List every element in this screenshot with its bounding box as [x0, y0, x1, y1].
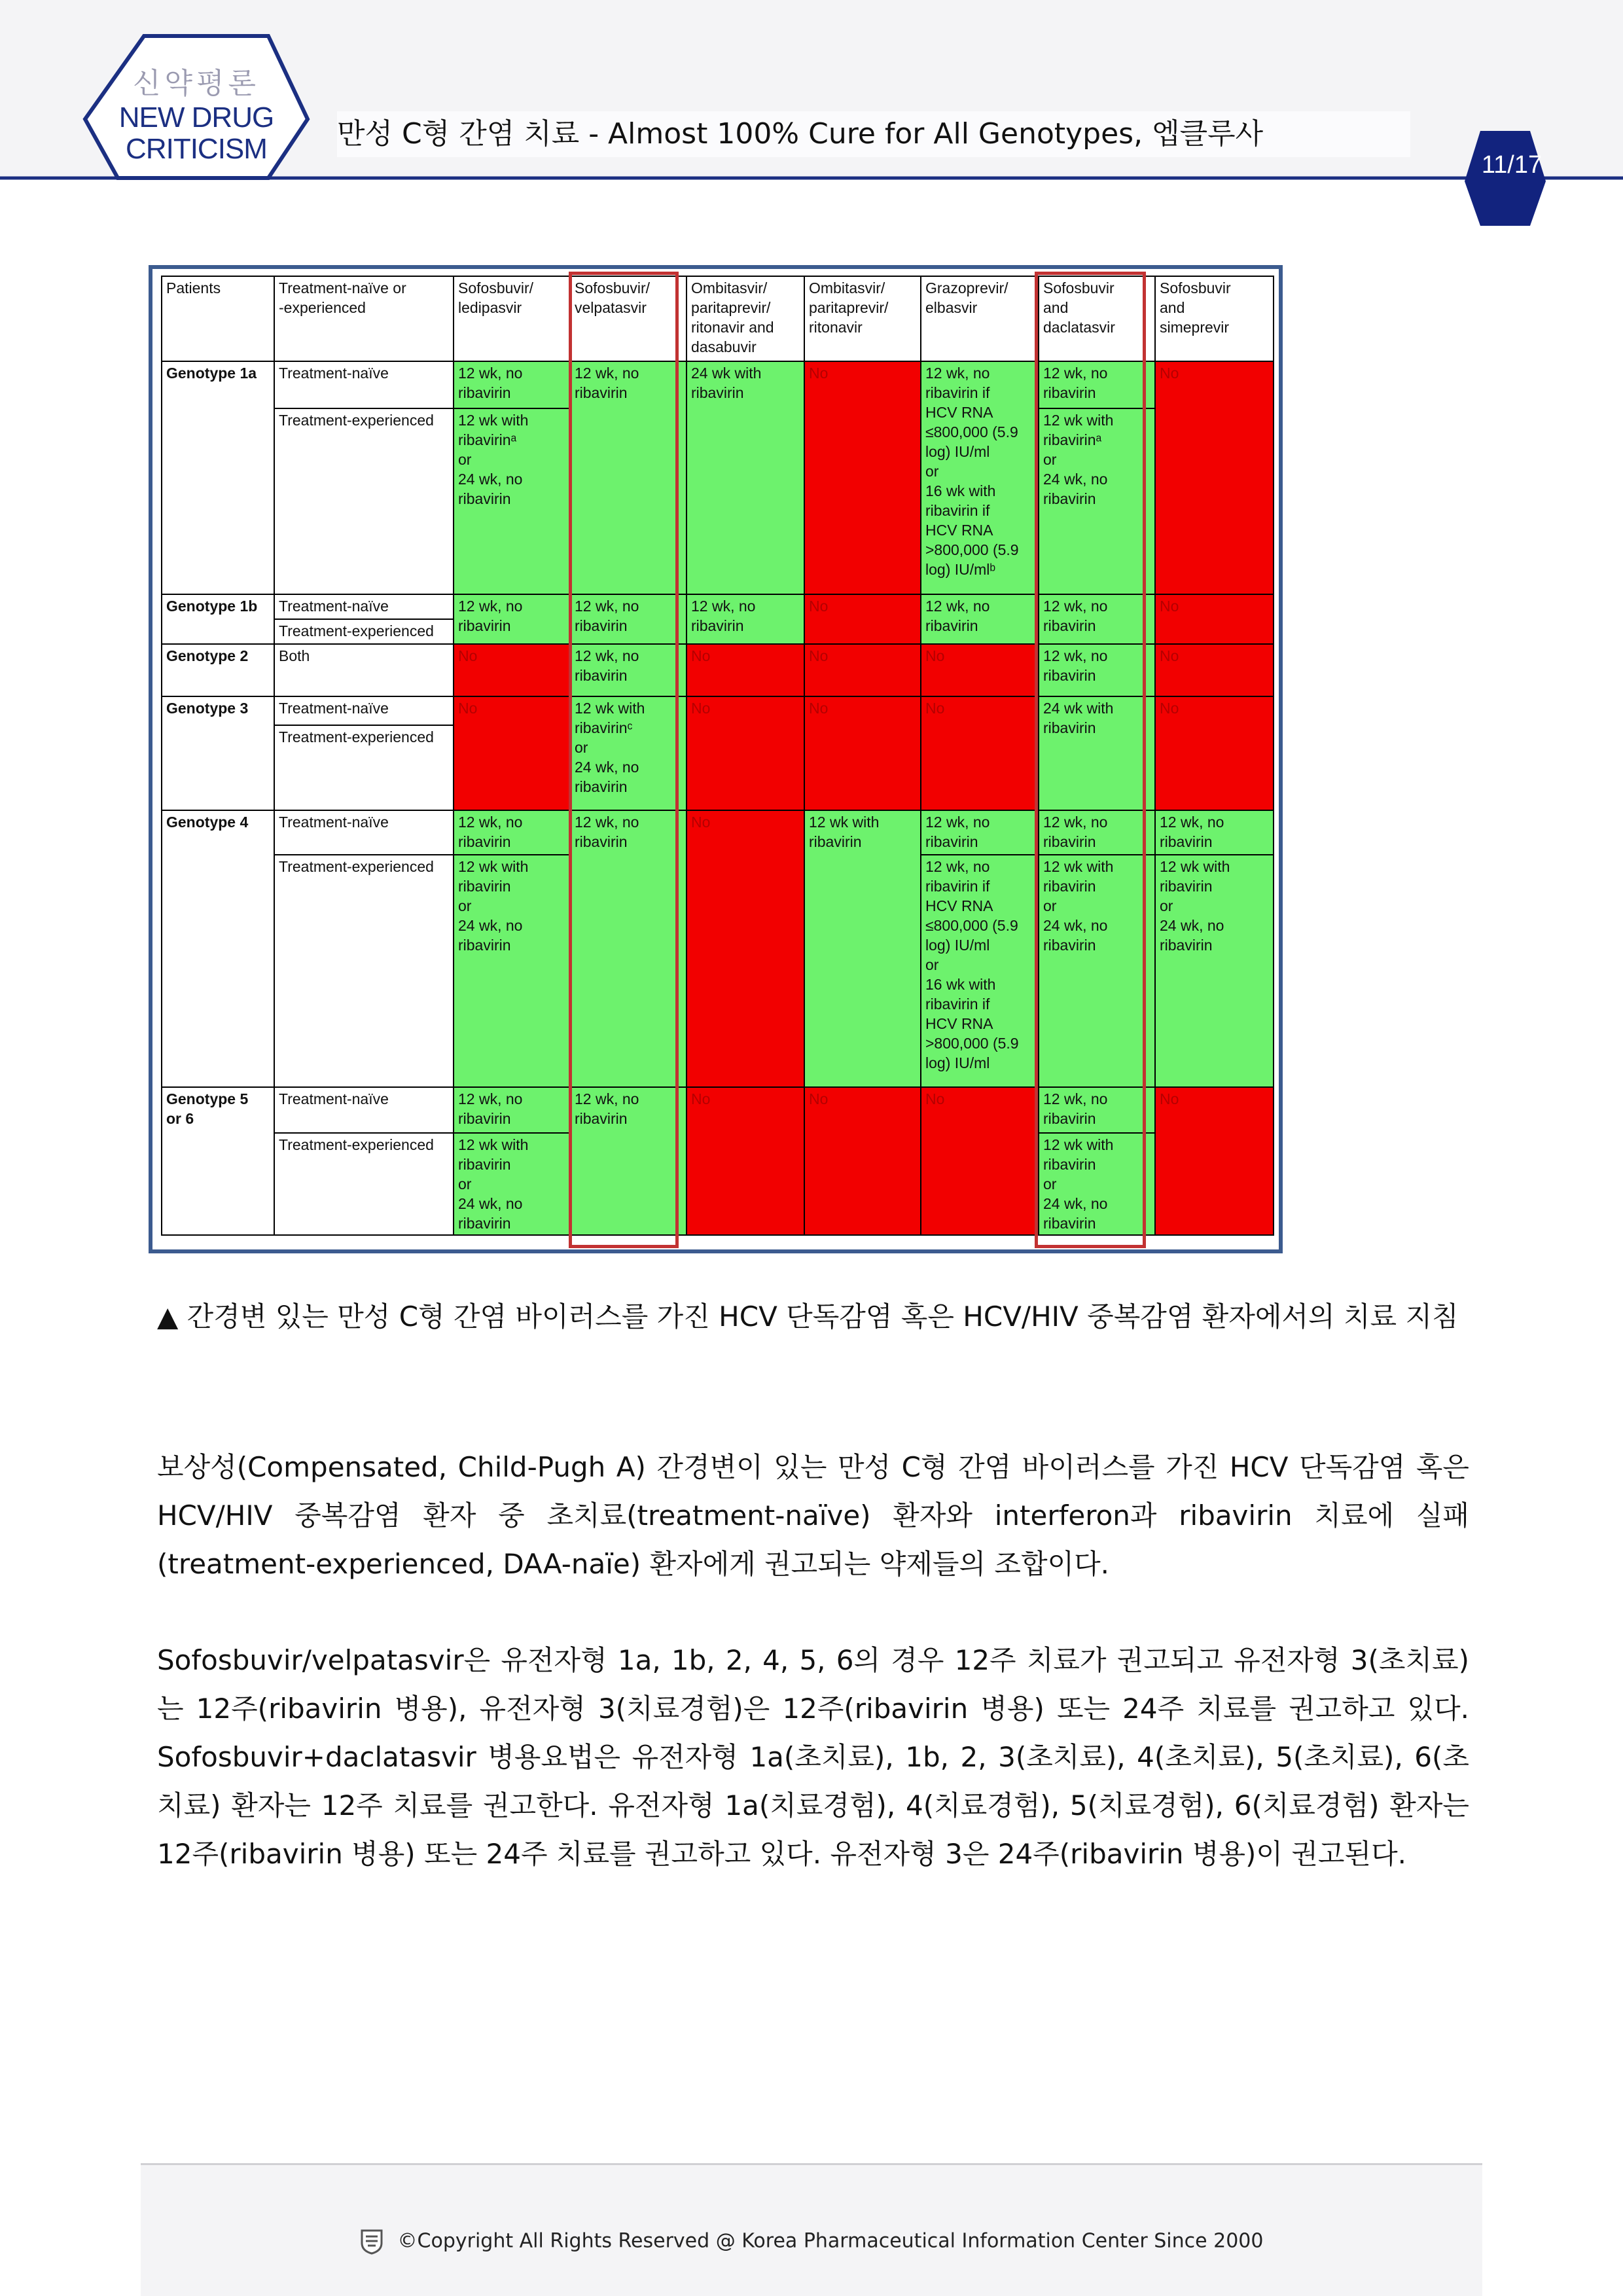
- table-cell: No: [804, 696, 921, 810]
- copyright: [141, 2229, 1482, 2255]
- treatment-label: Treatment-naïve: [274, 810, 454, 855]
- cell-line: daclatasvir: [1043, 319, 1115, 336]
- cell-line: ribavirin: [458, 617, 511, 634]
- cell-line: 12 wk with: [458, 858, 529, 875]
- header-grazoprevir-elbasvir: [921, 276, 1039, 361]
- table-cell: [921, 594, 1039, 644]
- table-cell: No: [687, 810, 804, 1087]
- cell-line: ribavirin: [1160, 878, 1213, 895]
- cell-line: simeprevir: [1160, 319, 1230, 336]
- cell-line: 12 wk, no: [575, 647, 639, 664]
- table-cell: [454, 408, 570, 594]
- table-cell: No: [804, 594, 921, 644]
- cell-line: -experienced: [279, 299, 366, 316]
- table-cell: No: [1155, 594, 1274, 644]
- cell-line: dasabuvir: [691, 338, 757, 355]
- table-cell: [570, 644, 687, 696]
- table-row: [162, 644, 1274, 696]
- row-label-genotype-3: Genotype 3: [162, 696, 274, 810]
- cell-line: ribavirin: [575, 617, 628, 634]
- cell-line: ribavirin: [458, 1215, 511, 1232]
- table-row: [162, 696, 1274, 725]
- cell-line: 12 wk, no: [1043, 647, 1108, 664]
- cell-line: 12 wk with: [1043, 412, 1114, 429]
- cell-line: >800,000 (5.9: [925, 541, 1019, 558]
- cell-line: 12 wk with: [458, 412, 529, 429]
- cell-line: ribavirin: [1043, 1156, 1096, 1173]
- cell-line: 12 wk, no: [925, 814, 990, 831]
- cell-line: ribavirin if: [925, 502, 990, 519]
- cell-line: 16 wk with: [925, 976, 996, 993]
- cell-line: Treatment-naïve or: [279, 279, 406, 296]
- table-cell: [1039, 1133, 1155, 1235]
- header-sofosbuvir-simeprevir: [1155, 276, 1274, 361]
- treatment-label: Treatment-naïve: [274, 1087, 454, 1133]
- page-header: [0, 0, 1623, 178]
- cell-line: 12 wk, no: [925, 858, 990, 875]
- cell-line: ribavirin: [458, 384, 511, 401]
- treatment-label: Both: [274, 644, 454, 696]
- table-cell: [454, 855, 570, 1087]
- treatment-label: Treatment-naïve: [274, 594, 454, 619]
- cell-line: Sofosbuvir/: [575, 279, 651, 296]
- cell-line: 12 wk, no: [575, 814, 639, 831]
- cell-line: 12 wk, no: [1043, 814, 1108, 831]
- treatment-label: Treatment-naïve: [274, 361, 454, 408]
- cell-line: ribavirin: [691, 617, 744, 634]
- table-cell: [570, 696, 687, 810]
- cell-line: ritonavir and: [691, 319, 774, 336]
- cell-line: Grazoprevir/: [925, 279, 1008, 296]
- table-cell: No: [687, 1087, 804, 1235]
- cell-line: ribavirin: [458, 878, 511, 895]
- cell-line: 24 wk, no: [1160, 917, 1224, 934]
- cell-line: Genotype 5: [166, 1090, 249, 1107]
- cell-line: or: [458, 451, 472, 468]
- table-cell: [687, 361, 804, 594]
- table-cell: No: [1155, 1087, 1274, 1235]
- cell-line: 24 wk, no: [1043, 1195, 1108, 1212]
- cell-line: 12 wk, no: [1043, 1090, 1108, 1107]
- cell-line: 12 wk, no: [575, 598, 639, 615]
- cell-line: 12 wk with: [1160, 858, 1230, 875]
- table-cell: [454, 810, 570, 855]
- table-cell: No: [1155, 361, 1274, 594]
- table-row: [162, 361, 1274, 408]
- cell-line: ribavirin: [1043, 719, 1096, 736]
- table-cell: No: [804, 1087, 921, 1235]
- table-row: [162, 1087, 1274, 1133]
- cell-line: ribavirinᵃ: [458, 431, 517, 448]
- cell-line: 12 wk with: [1043, 858, 1114, 875]
- cell-line: ribavirin: [925, 833, 978, 850]
- cell-line: 12 wk, no: [458, 814, 523, 831]
- cell-line: ≤800,000 (5.9: [925, 917, 1018, 934]
- header-patients: Patients: [162, 276, 274, 361]
- header-ombitasvir: [804, 276, 921, 361]
- cell-line: ribavirin: [1043, 833, 1096, 850]
- table-cell: No: [1155, 696, 1274, 810]
- cell-line: elbasvir: [925, 299, 978, 316]
- logo-english-line1: NEW DRUG: [118, 101, 274, 134]
- cell-line: 12 wk, no: [925, 365, 990, 382]
- cell-line: 12 wk, no: [691, 598, 756, 615]
- cell-line: 24 wk, no: [1043, 917, 1108, 934]
- table-cell: [1039, 810, 1155, 855]
- cell-line: paritaprevir/: [691, 299, 771, 316]
- header-sofosbuvir-daclatasvir: [1039, 276, 1155, 361]
- table-cell: [454, 1133, 570, 1235]
- cell-line: Sofosbuvir: [1043, 279, 1115, 296]
- table-cell: [921, 810, 1039, 855]
- table-cell: [454, 594, 570, 644]
- cell-line: log) IU/ml: [925, 937, 990, 954]
- table-cell: No: [454, 644, 570, 696]
- cell-line: ribavirinᶜ: [575, 719, 633, 736]
- cell-line: 12 wk, no: [458, 365, 523, 382]
- row-label-genotype-5-or-6: [162, 1087, 274, 1235]
- cell-line: or: [1043, 1175, 1057, 1193]
- cell-line: log) IU/ml: [925, 443, 990, 460]
- table-cell: [1039, 361, 1155, 408]
- table-cell: [1039, 696, 1155, 810]
- cell-line: ribavirin: [1043, 490, 1096, 507]
- cell-line: HCV RNA: [925, 1015, 993, 1032]
- treatment-table-figure: [149, 265, 1283, 1253]
- table-cell: [1039, 594, 1155, 644]
- header-ombitasvir-dasabuvir: [687, 276, 804, 361]
- table-cell: No: [921, 1087, 1039, 1235]
- cell-line: Ombitasvir/: [691, 279, 768, 296]
- table-cell: [1039, 644, 1155, 696]
- cell-line: ribavirin: [575, 384, 628, 401]
- table-cell: [570, 361, 687, 594]
- cell-line: 12 wk, no: [575, 1090, 639, 1107]
- table-cell: [570, 1087, 687, 1235]
- header-sofosbuvir-ledipasvir: [454, 276, 570, 361]
- cell-line: 12 wk with: [1043, 1136, 1114, 1153]
- logo: [92, 65, 301, 165]
- cell-line: 12 wk, no: [458, 598, 523, 615]
- table-cell: [687, 594, 804, 644]
- table-cell: [921, 855, 1039, 1087]
- treatment-label: Treatment-experienced: [274, 855, 454, 1087]
- header-sofosbuvir-velpatasvir: [570, 276, 687, 361]
- treatment-table: [161, 276, 1274, 1236]
- table-row: [162, 810, 1274, 855]
- table-cell: [570, 810, 687, 1087]
- cell-line: log) IU/mlᵇ: [925, 561, 996, 578]
- cell-line: ribavirin: [1043, 878, 1096, 895]
- cell-line: or: [925, 463, 939, 480]
- table-cell: No: [1155, 644, 1274, 696]
- cell-line: ribavirin: [1043, 937, 1096, 954]
- cell-line: ribavirin if: [925, 384, 990, 401]
- table-cell: [1039, 1087, 1155, 1133]
- treatment-label: Treatment-experienced: [274, 1133, 454, 1235]
- cell-line: HCV RNA: [925, 404, 993, 421]
- cell-line: or: [1160, 897, 1173, 914]
- cell-line: ledipasvir: [458, 299, 522, 316]
- cell-line: ribavirin: [575, 833, 628, 850]
- paragraph-1: 보상성(Compensated, Child-Pugh A) 간경변이 있는 만성 C형 간염 바이러스를 가진 HCV 단독감염 혹은 HCV/HIV 중복감염 환자 중 초치료(treatment-naïve) 환자와 interferon과 ribavirin 치료에 실패(treatment-experienced, DAA-naïe) 환자에게 권고되는 약제들의 조합이다.: [157, 1451, 1469, 1580]
- cell-line: or: [575, 739, 588, 756]
- table-cell: No: [687, 696, 804, 810]
- cell-line: ribavirin: [1043, 384, 1096, 401]
- table-row: [162, 594, 1274, 619]
- table-header-row: [162, 276, 1274, 361]
- cell-line: ribavirin: [1160, 833, 1213, 850]
- cell-line: or: [1043, 451, 1057, 468]
- table-cell: No: [921, 644, 1039, 696]
- cell-line: ribavirin: [458, 833, 511, 850]
- cell-line: 12 wk with: [458, 1136, 529, 1153]
- cell-line: ribavirin: [575, 1110, 628, 1127]
- cell-line: ribavirin: [1043, 667, 1096, 684]
- cell-line: ribavirinᵃ: [1043, 431, 1102, 448]
- copyright-text: ©Copyright All Rights Reserved @ Korea Pharmaceutical Information Center Since 2000: [397, 2229, 1264, 2253]
- cell-line: ribavirin: [1043, 617, 1096, 634]
- cell-line: 12 wk, no: [925, 598, 990, 615]
- table-cell: No: [804, 361, 921, 594]
- cell-line: Ombitasvir/: [809, 279, 885, 296]
- cell-line: 24 wk, no: [575, 759, 639, 776]
- cell-line: 16 wk with: [925, 482, 996, 499]
- table-cell: [1155, 810, 1274, 855]
- cell-line: 12 wk, no: [1043, 365, 1108, 382]
- cell-line: ribavirin: [691, 384, 744, 401]
- table-cell: No: [921, 696, 1039, 810]
- table-cell: [454, 361, 570, 408]
- cell-line: HCV RNA: [925, 897, 993, 914]
- cell-line: Sofosbuvir: [1160, 279, 1231, 296]
- cell-line: ribavirin: [925, 617, 978, 634]
- cell-line: ritonavir: [809, 319, 863, 336]
- treatment-label: Treatment-experienced: [274, 619, 454, 644]
- cell-line: 24 wk, no: [458, 1195, 523, 1212]
- cell-line: ribavirin: [809, 833, 862, 850]
- cell-line: 12 wk with: [809, 814, 880, 831]
- cell-line: ribavirin: [1043, 1110, 1096, 1127]
- cell-line: ribavirin: [458, 1156, 511, 1173]
- cell-line: 12 wk, no: [1043, 598, 1108, 615]
- cell-line: 24 wk, no: [458, 917, 523, 934]
- cell-line: log) IU/ml: [925, 1054, 990, 1071]
- cell-line: 12 wk with: [575, 700, 645, 717]
- cell-line: ribavirin if: [925, 996, 990, 1013]
- cell-line: ribavirin: [458, 490, 511, 507]
- cell-line: 24 wk with: [1043, 700, 1114, 717]
- table-caption: ▲ 간경변 있는 만성 C형 간염 바이러스를 가진 HCV 단독감염 혹은 HCV/HIV 중복감염 환자에서의 치료 지침: [157, 1300, 1459, 1333]
- cell-line: ribavirin if: [925, 878, 990, 895]
- table-cell: [1039, 408, 1155, 594]
- cell-line: or: [458, 1175, 472, 1193]
- row-label-genotype-2: Genotype 2: [162, 644, 274, 696]
- cell-line: ribavirin: [1043, 1215, 1096, 1232]
- cell-line: >800,000 (5.9: [925, 1035, 1019, 1052]
- paragraph-2: Sofosbuvir/velpatasvir은 유전자형 1a, 1b, 2, 4, 5, 6의 경우 12주 치료가 권고되고 유전자형 3(초치료)는 12주(ribavirin 병용), 유전자형 3(치료경험)은 12주(ribavirin 병용) 또는 24주 치료를 권고하고 있다. Sofosbuvir+daclatasvir 병용요법은 유전자형 1a(초치료), 1b, 2, 3(초치료), 4(초치료), 5(초치료), 6(초치료) 환자는 12주 치료를 권고한다. 유전자형 1a(치료경험), 4(치료경험), 5(치료경험), 6(치료경험) 환자는 12주(ribavirin 병용) 또는 24주 치료를 권고하고 있다. 유전자형 3은 24주(ribavirin 병용)이 권고된다.: [157, 1644, 1469, 1870]
- treatment-label: Treatment-experienced: [274, 408, 454, 594]
- page-number: 11/17: [1481, 151, 1543, 179]
- cell-line: ribavirin: [575, 667, 628, 684]
- table-cell: [921, 361, 1039, 594]
- table-cell: [454, 1087, 570, 1133]
- cell-line: 24 wk, no: [458, 471, 523, 488]
- cell-line: or: [925, 956, 939, 973]
- cell-line: or: [458, 897, 472, 914]
- cell-line: 12 wk, no: [575, 365, 639, 382]
- cell-line: 24 wk with: [691, 365, 762, 382]
- row-label-genotype-1b: Genotype 1b: [162, 594, 274, 644]
- page-footer: [141, 2165, 1482, 2296]
- cell-line: or: [1043, 897, 1057, 914]
- cell-line: ≤800,000 (5.9: [925, 423, 1018, 440]
- cell-line: and: [1160, 299, 1185, 316]
- cell-line: ribavirin: [458, 937, 511, 954]
- cell-line: 12 wk, no: [1160, 814, 1224, 831]
- cell-line: ribavirin: [1160, 937, 1213, 954]
- table-cell: No: [454, 696, 570, 810]
- cell-line: velpatasvir: [575, 299, 647, 316]
- cell-line: Sofosbuvir/: [458, 279, 534, 296]
- table-cell: [1155, 855, 1274, 1087]
- table-cell: No: [804, 644, 921, 696]
- row-label-genotype-1a: Genotype 1a: [162, 361, 274, 594]
- treatment-label: Treatment-naïve: [274, 696, 454, 725]
- header-treatment: [274, 276, 454, 361]
- cell-line: ribavirin: [575, 778, 628, 795]
- page-title: 만성 C형 간염 치료 - Almost 100% Cure for All Genotypes, 엡클루사: [337, 111, 1410, 157]
- table-cell: [804, 810, 921, 1087]
- treatment-label: Treatment-experienced: [274, 725, 454, 810]
- logo-korean: 신약평론: [132, 67, 260, 100]
- cell-line: ribavirin: [458, 1110, 511, 1127]
- cell-line: HCV RNA: [925, 522, 993, 539]
- logo-english-line2: CRITICISM: [126, 133, 267, 165]
- table-cell: [1039, 855, 1155, 1087]
- cell-line: 12 wk, no: [458, 1090, 523, 1107]
- cell-line: 24 wk, no: [1043, 471, 1108, 488]
- row-label-genotype-4: Genotype 4: [162, 810, 274, 1087]
- cell-line: or 6: [166, 1110, 194, 1127]
- kpic-shield-icon: [360, 2229, 383, 2255]
- table-cell: [570, 594, 687, 644]
- cell-line: paritaprevir/: [809, 299, 889, 316]
- table-cell: No: [687, 644, 804, 696]
- cell-line: and: [1043, 299, 1069, 316]
